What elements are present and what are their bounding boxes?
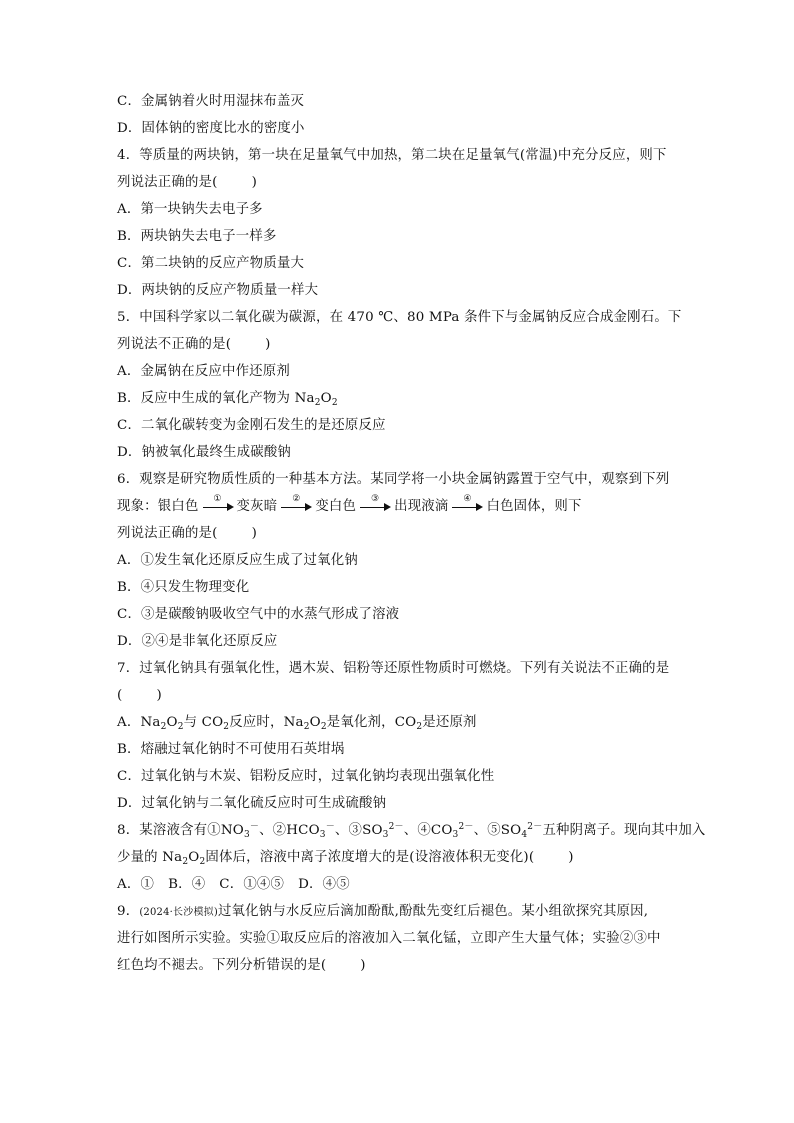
q4-option-b: B．两块钠失去电子一样多 [117,229,277,244]
q6-option-b: B．④只发生物理变化 [117,580,250,595]
q3-option-c: C．金属钠着火时用湿抹布盖灭 [117,94,305,109]
q9-stem-line-1: 9．(2024·长沙模拟)过氧化钠与水反应后滴加酚酞,酚酞先变红后褪色。某小组欲探究其原因, [117,904,649,919]
q5-stem-line-1: 5．中国科学家以二氧化碳为碳源，在 470 ℃、80 MPa 条件下与金属钠反应合成金刚石。下 [117,310,682,325]
reaction-arrow-3: ③ [358,493,392,520]
q9-stem-line-2: 进行如图所示实验。实验①取反应后的溶液加入二氧化锰，立即产生大量气体；实验②③中 [117,931,661,946]
q4-option-d: D．两块钠的反应产物质量一样大 [117,283,319,298]
q6-option-a: A．①发生氧化还原反应生成了过氧化钠 [117,553,358,568]
q8-option-d: D．④⑤ [298,877,350,892]
q7-stem-line-2: ( ) [117,688,162,703]
reaction-arrow-4: ④ [450,493,484,520]
q4-option-c: C．第二块钠的反应产物质量大 [117,256,305,271]
q3-option-d: D．固体钠的密度比水的密度小 [117,121,305,136]
q9-source-tag: (2024·长沙模拟) [139,907,218,918]
q6-option-d: D．②④是非氧化还原反应 [117,634,278,649]
reaction-arrow-1: ① [201,493,235,520]
q5-option-b: B．反应中生成的氧化产物为 $Na_2O_2$ [117,391,338,408]
q4-stem-line-2: 列说法正确的是( ) [117,175,257,190]
question-page [117,88,706,979]
q5-option-d: D．钠被氧化最终生成碳酸钠 [117,445,292,460]
q6-stem-line-1: 6．观察是研究物质性质的一种基本方法。某同学将一小块金属钠露置于空气中，观察到下列 [117,472,670,487]
q4-option-a: A．第一块钠失去电子多 [117,202,263,217]
q6-phenomena-line: 现象：银白色 ① 变灰暗 ② 变白色 ③ 出现液滴 ④ 白色固体，则下 [117,493,682,520]
q8-stem-line-2: 少量的 $Na_2O_2$固体后，溶液中离子浓度增大的是(设溶液体积无变化)( ) [117,850,574,867]
q6-stem-line-3: 列说法正确的是( ) [117,526,257,541]
q8-option-b: B．④ [168,877,206,892]
q8-options [117,871,682,898]
q6-option-c: C．③是碳酸钠吸收空气中的水蒸气形成了溶液 [117,607,400,622]
q7-option-a: A．$Na_2O_2$与 $CO_2$反应时，$Na_2O_2$是氧化剂，$CO_2$是还原剂 [117,715,477,732]
q5-option-a: A．金属钠在反应中作还原剂 [117,364,290,379]
q7-option-b: B．熔融过氧化钠时不可使用石英坩埚 [117,742,345,757]
q7-option-d: D．过氧化钠与二氧化硫反应时可生成硫酸钠 [117,796,387,811]
q8-option-c: C．①④⑤ [219,877,285,892]
q4-stem-line-1: 4．等质量的两块钠，第一块在足量氧气中加热，第二块在足量氧气(常温)中充分反应，则下 [117,148,667,163]
reaction-arrow-2: ② [279,493,313,520]
q8-stem-line-1: 8．某溶液含有$①NO_3^-$、$②HCO_3^-$、$③SO_3^{2-}$、$④CO_3^{2-}$、$⑤SO_4^{2-}$五种阴离子。现向其中加入 [117,822,706,840]
q7-stem-line-1: 7．过氧化钠具有强氧化性，遇木炭、铝粉等还原性物质时可燃烧。下列有关说法不正确的是 [117,661,670,676]
q8-option-a: A．① [117,877,155,892]
q7-option-c: C．过氧化钠与木炭、铝粉反应时，过氧化钠均表现出强氧化性 [117,769,495,784]
q5-option-c: C．二氧化碳转变为金刚石发生的是还原反应 [117,418,386,433]
q5-stem-line-2: 列说法不正确的是( ) [117,337,271,352]
q9-stem-line-3: 红色均不褪去。下列分析错误的是( ) [117,958,366,973]
